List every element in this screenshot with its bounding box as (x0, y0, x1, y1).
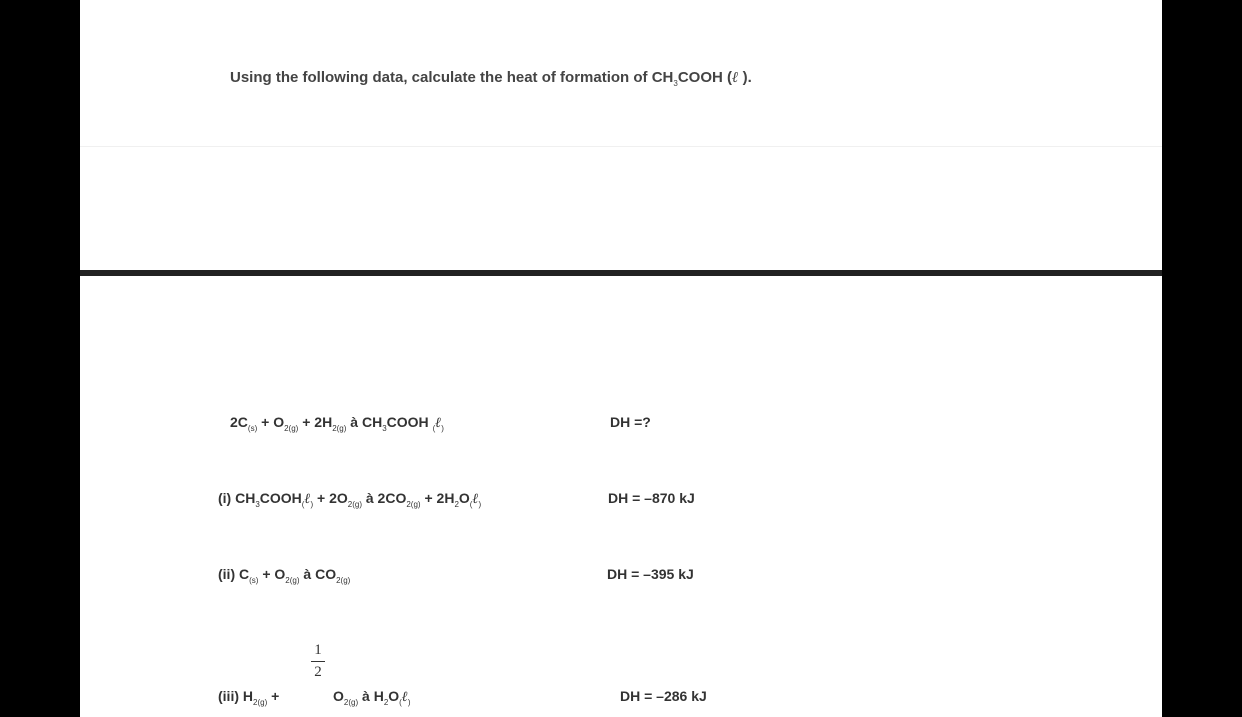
question-text: Using the following data, calculate the heat of formation of $CH_3COOH$ (ℓ ). (230, 68, 752, 88)
equation-ii: (ii) $C_{(s)} + O_{2(g)}$ à $CO_{2(g)}$ (218, 566, 351, 585)
question-panel (80, 0, 1162, 147)
equation-ii-enthalpy: DH = –395 kJ (607, 566, 694, 582)
fraction-bar (311, 661, 325, 662)
section-divider (80, 270, 1162, 276)
target-enthalpy: DH =? (610, 414, 651, 430)
document-page (80, 0, 1162, 717)
equation-i: (i) $CH_3COOH_(\ell_) + 2O_{2(g)}$ à $2CO_{2(g)}$ + $2H_2O_(\ell_)$ (218, 490, 482, 509)
equation-iii-left: (iii) $H_{2(g)}$ + (218, 688, 280, 707)
equation-i-enthalpy: DH = –870 kJ (608, 490, 695, 506)
equation-iii-right: $O_{2(g)}$ à $H_2O_(\ell_)$ (333, 688, 411, 707)
equation-iii-enthalpy: DH = –286 kJ (620, 688, 707, 704)
target-equation: $2C_{(s)} + O_{2(g)} + 2H_{2(g)}$ à $CH_3COOH$ $_($ℓ$_)$ (230, 414, 444, 433)
fraction-one-half: 1 2 (310, 642, 326, 681)
